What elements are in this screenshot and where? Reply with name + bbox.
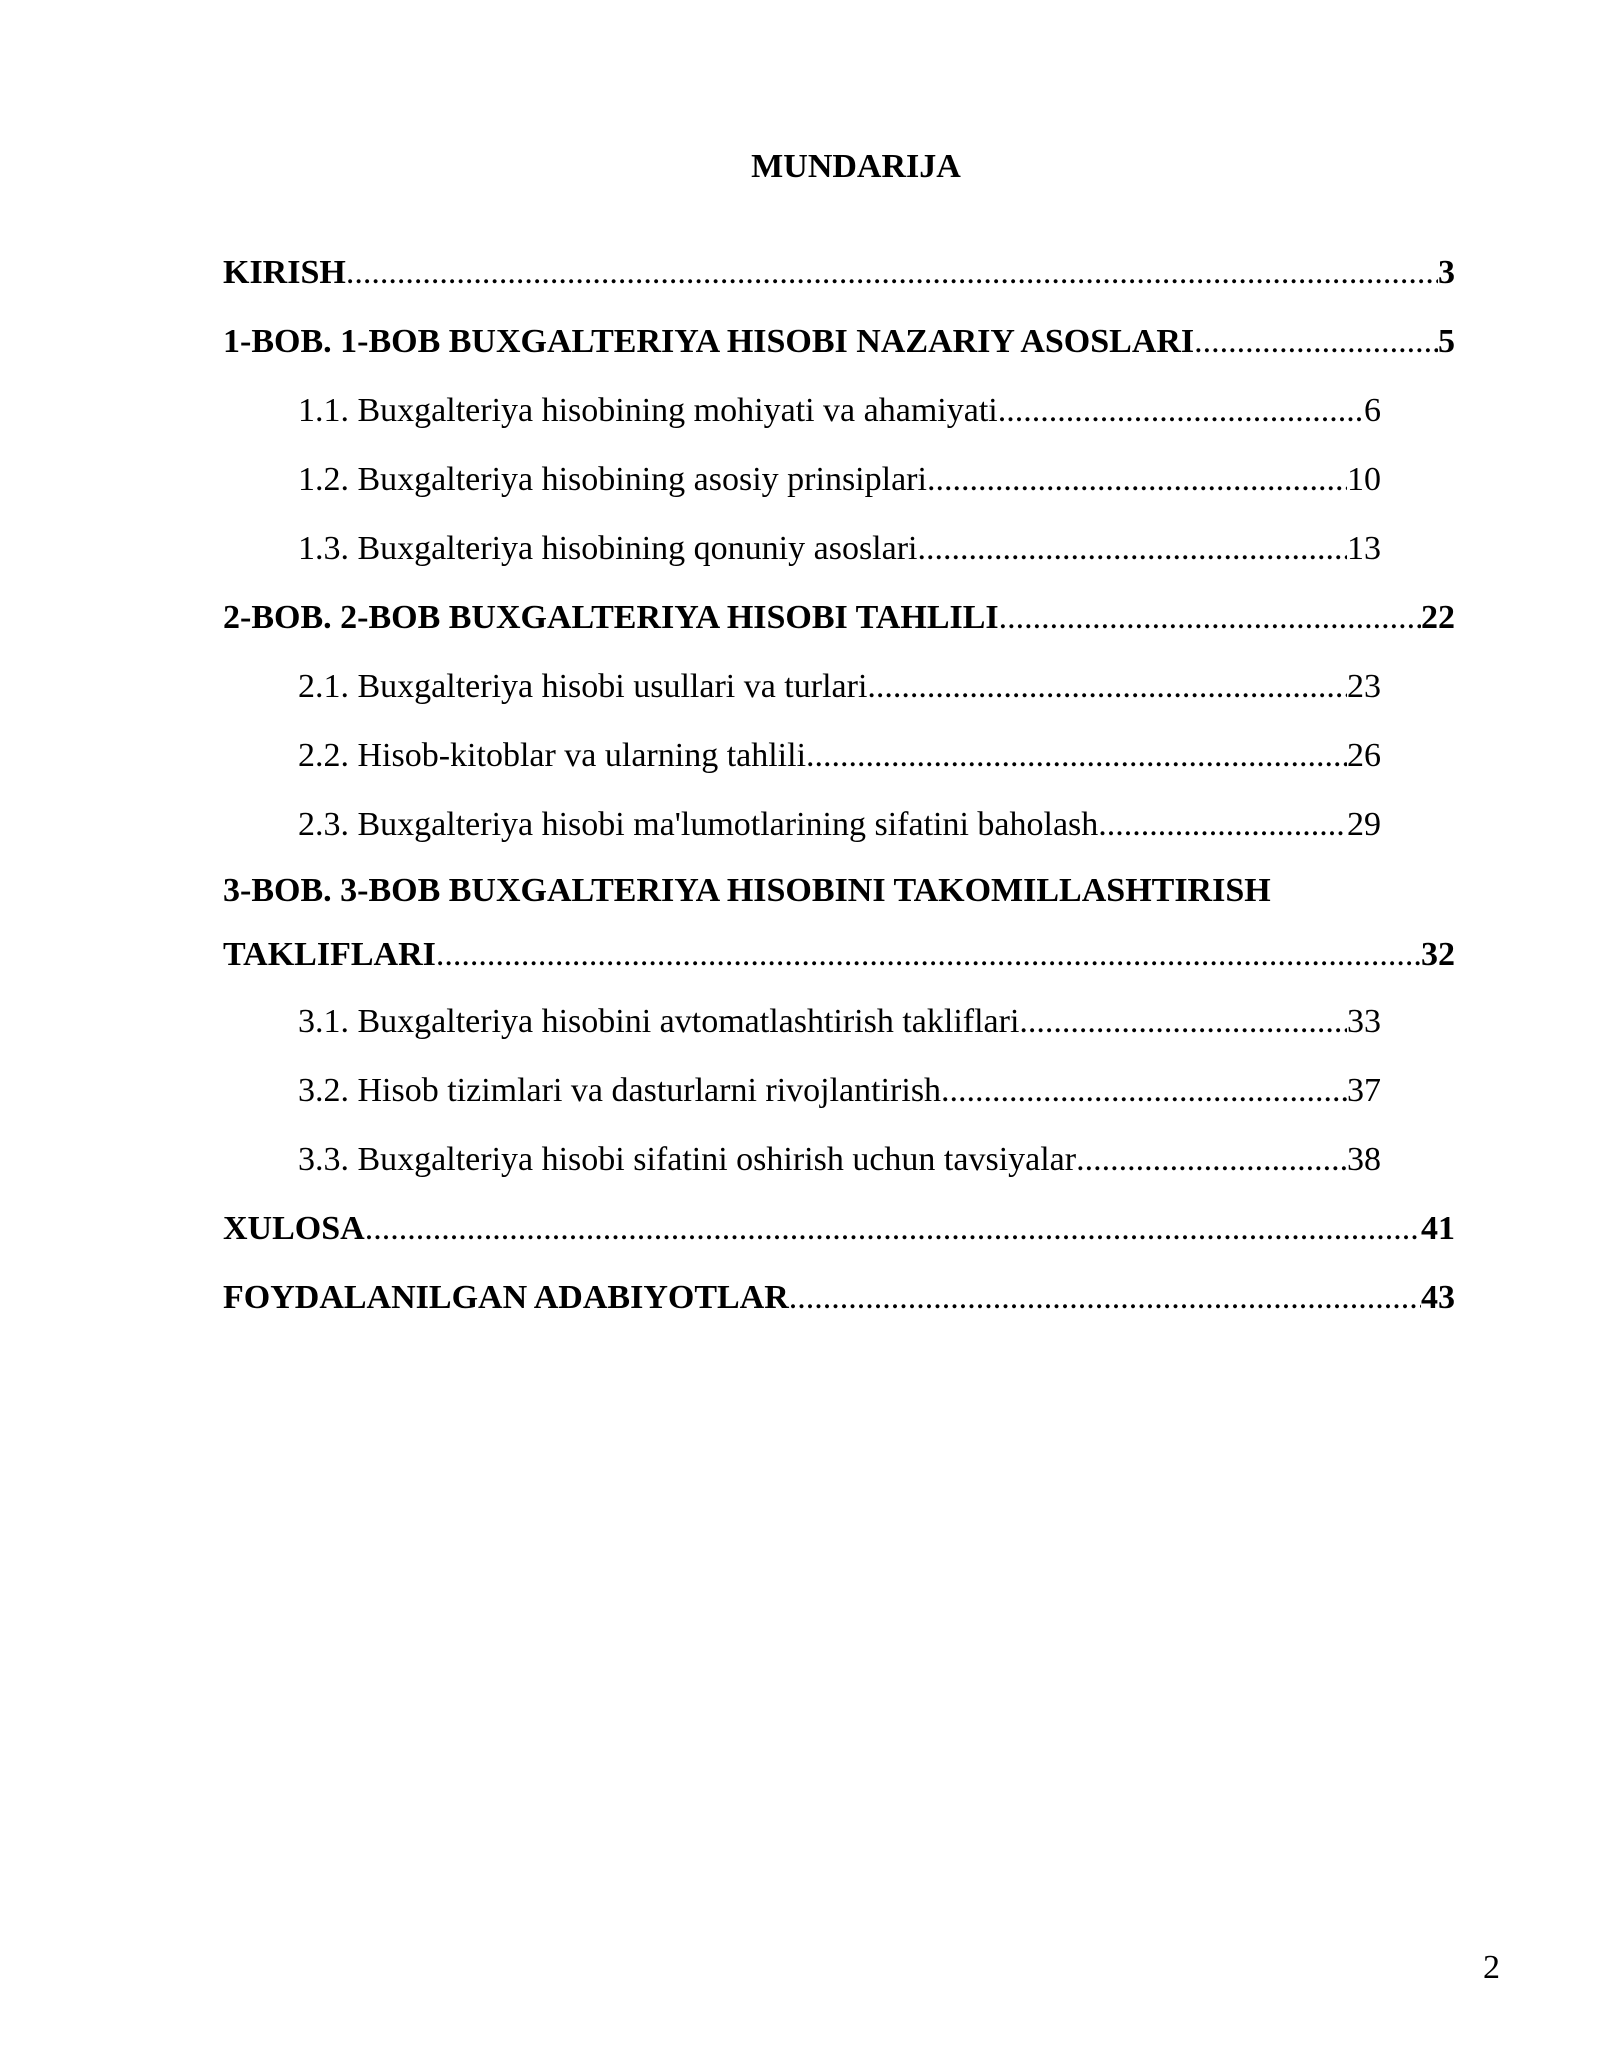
dot-leader bbox=[867, 652, 1347, 721]
toc-entry-label: 2-BOB. 2-BOB BUXGALTERIYA HISOBI TAHLILI bbox=[223, 599, 999, 636]
toc-entry-label: 2.1. Buxgalteriya hisobi usullari va turlari bbox=[298, 668, 868, 705]
dot-leader bbox=[927, 445, 1347, 514]
toc-entry-section-2-3[interactable] bbox=[298, 790, 1381, 859]
dot-leader bbox=[365, 1194, 1421, 1263]
toc-entry-page: 33 bbox=[1347, 1003, 1381, 1040]
toc-entry-label-line-1: 3-BOB. 3-BOB BUXGALTERIYA HISOBINI TAKOMILLASHTIRISH bbox=[223, 872, 1271, 909]
dot-leader bbox=[346, 238, 1438, 307]
toc-entry-page: 43 bbox=[1421, 1279, 1455, 1316]
toc-entry-section-3-3[interactable] bbox=[298, 1125, 1381, 1194]
toc-entry-references[interactable] bbox=[223, 1263, 1455, 1332]
toc-entry-section-1-1[interactable] bbox=[298, 376, 1381, 445]
toc-title: MUNDARIJA bbox=[751, 148, 961, 185]
toc-entry-label-line-2: TAKLIFLARI bbox=[223, 936, 436, 973]
toc-entry-section-1-3[interactable] bbox=[298, 514, 1381, 583]
toc-entry-label: 2.2. Hisob-kitoblar va ularning tahlili bbox=[298, 737, 807, 774]
toc-entry-page: 37 bbox=[1347, 1072, 1381, 1109]
toc-entry-page: 3 bbox=[1438, 254, 1455, 291]
page-number: 2 bbox=[1483, 1949, 1500, 1986]
toc-entry-label: 3.2. Hisob tizimlari va dasturlarni rivojlantirish bbox=[298, 1072, 942, 1109]
toc-entry-section-1-2[interactable] bbox=[298, 445, 1381, 514]
toc-entry-page: 23 bbox=[1347, 668, 1381, 705]
dot-leader bbox=[1076, 1125, 1347, 1194]
toc-entry-page: 32 bbox=[1421, 936, 1455, 973]
table-of-contents bbox=[223, 238, 1455, 1332]
toc-entry-page: 26 bbox=[1347, 737, 1381, 774]
toc-entry-page: 6 bbox=[1364, 392, 1381, 429]
dot-leader bbox=[998, 376, 1364, 445]
dot-leader bbox=[806, 721, 1347, 790]
toc-entry-page: 38 bbox=[1347, 1141, 1381, 1178]
toc-entry-page: 22 bbox=[1421, 599, 1455, 636]
toc-entry-section-3-1[interactable] bbox=[298, 987, 1381, 1056]
toc-entry-label: 3.3. Buxgalteriya hisobi sifatini oshirish uchun tavsiyalar bbox=[298, 1141, 1077, 1178]
dot-leader bbox=[1194, 307, 1438, 376]
dot-leader bbox=[1019, 987, 1347, 1056]
toc-entry-label: 2.3. Buxgalteriya hisobi ma'lumotlarining sifatini baholash bbox=[298, 806, 1099, 843]
toc-entry-chapter-1[interactable] bbox=[223, 307, 1455, 376]
toc-entry-page: 41 bbox=[1421, 1210, 1455, 1247]
toc-entry-page: 13 bbox=[1347, 530, 1381, 567]
toc-entry-label: KIRISH bbox=[223, 254, 346, 291]
toc-entry-page: 5 bbox=[1438, 323, 1455, 360]
toc-entry-section-2-1[interactable] bbox=[298, 652, 1381, 721]
toc-entry-chapter-2[interactable] bbox=[223, 583, 1455, 652]
toc-entry-section-2-2[interactable] bbox=[298, 721, 1381, 790]
dot-leader bbox=[999, 583, 1421, 652]
toc-entry-page: 29 bbox=[1347, 806, 1381, 843]
toc-entry-label: FOYDALANILGAN ADABIYOTLAR bbox=[223, 1279, 789, 1316]
toc-entry-page: 10 bbox=[1347, 461, 1381, 498]
dot-leader bbox=[789, 1263, 1421, 1332]
dot-leader bbox=[436, 923, 1421, 987]
toc-entry-conclusion[interactable] bbox=[223, 1194, 1455, 1263]
dot-leader bbox=[1098, 790, 1347, 859]
dot-leader bbox=[941, 1056, 1347, 1125]
toc-entry-label: 1.1. Buxgalteriya hisobining mohiyati va ahamiyati bbox=[298, 392, 998, 429]
toc-entry-label: 1.3. Buxgalteriya hisobining qonuniy asoslari bbox=[298, 530, 918, 567]
toc-entry-label: 1-BOB. 1-BOB BUXGALTERIYA HISOBI NAZARIY ASOSLARI bbox=[223, 323, 1195, 360]
dot-leader bbox=[918, 514, 1348, 583]
toc-entry-section-3-2[interactable] bbox=[298, 1056, 1381, 1125]
toc-entry-chapter-3[interactable] bbox=[223, 859, 1455, 987]
toc-entry-label: XULOSA bbox=[223, 1210, 365, 1247]
toc-entry-label: 1.2. Buxgalteriya hisobining asosiy prinsiplari bbox=[298, 461, 927, 498]
toc-entry-label: 3.1. Buxgalteriya hisobini avtomatlashtirish takliflari bbox=[298, 1003, 1020, 1040]
toc-entry-introduction[interactable] bbox=[223, 238, 1455, 307]
